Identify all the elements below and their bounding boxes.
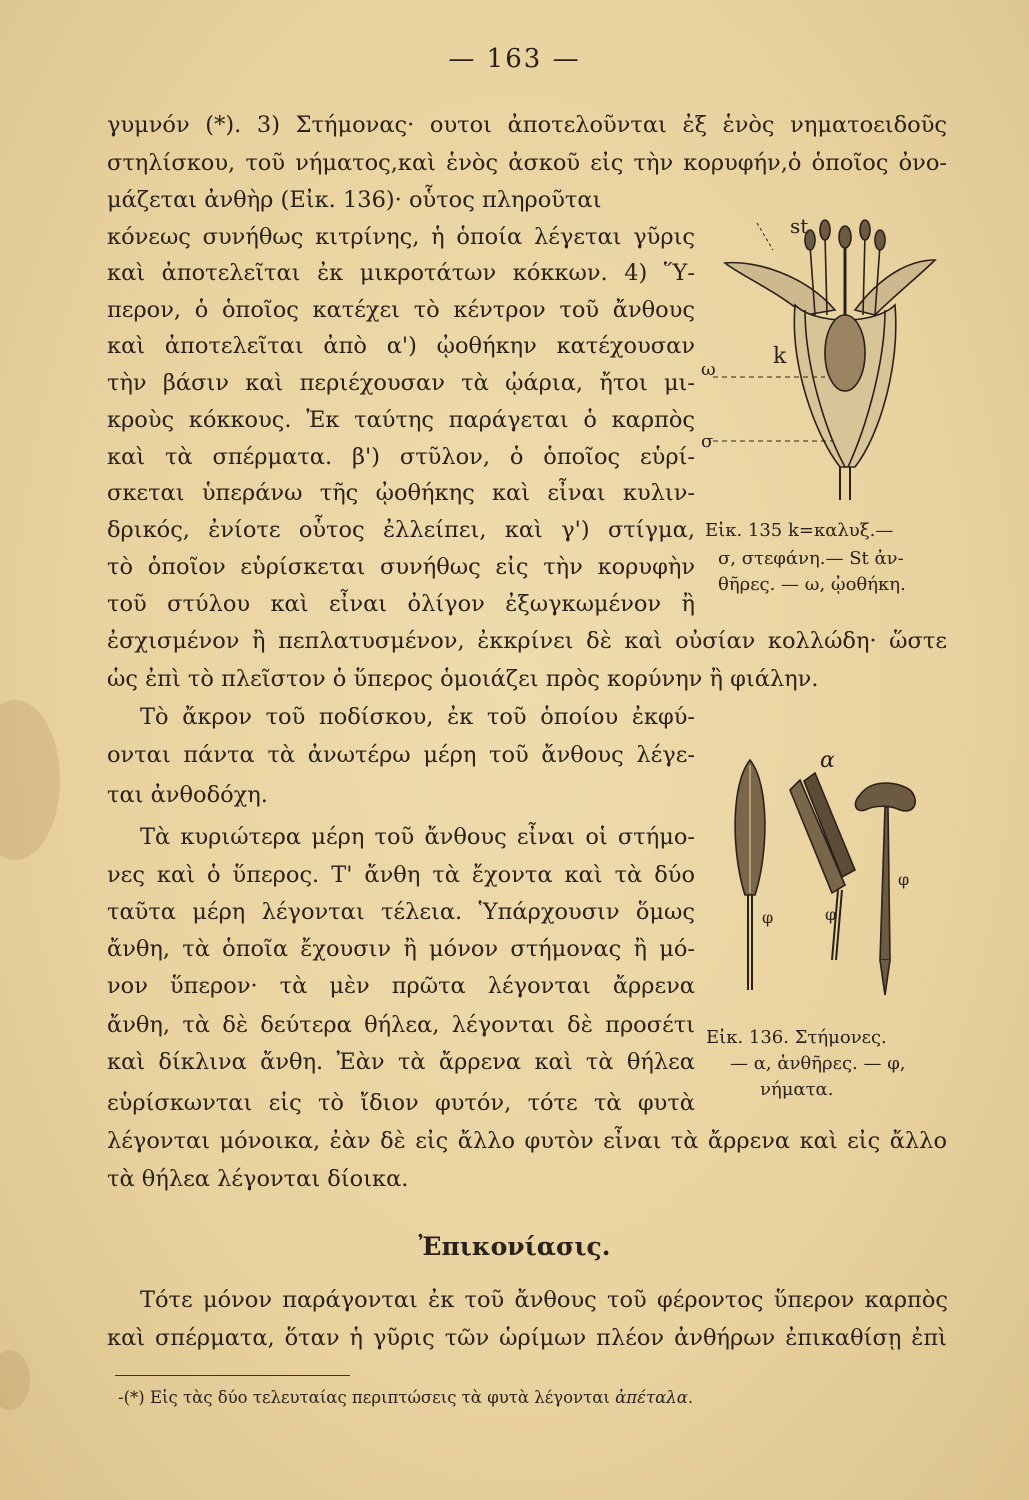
label-omega: ω [701,359,716,380]
text-line: καὶ δίκλινα ἄνθη. Ἐὰν τὰ ἄρρενα καὶ τὰ θήλεα [107,1049,695,1075]
figure-136-stamens [720,745,935,1015]
text-line: μάζεται ἀνθὴρ (Εἰκ. 136)· οὗτος πληροῦται [107,187,602,213]
text-line: δρικός, ἐνίοτε οὗτος ἐλλείπει, καὶ γ') στίγμα, [107,517,695,543]
text-line: τοῦ στύλου καὶ εἶναι ὀλίγον ἐξωγκωμένον ἢ [107,591,695,617]
label-phi-3: φ [898,870,910,889]
text-line: ἐσχισμένον ἢ πεπλατυσμένον, ἐκκρίνει δὲ καὶ οὐσίαν κολλώδη· ὥστε [107,628,947,654]
text-line: καὶ ἀποτελεῖται ἀπὸ α') ᾠοθήκην κατέχουσαν [107,333,695,359]
text-line: νες καὶ ὁ ὕπερος. Τ' ἄνθη τὰ ἔχοντα καὶ τὰ δύο [107,862,695,888]
paper-stain [0,700,60,860]
text-line: εὑρίσκωνται εἰς τὸ ἴδιον φυτόν, τότε τὰ φυτὰ [107,1090,695,1116]
label-phi-1: φ [762,908,774,927]
paper-stain [0,1350,30,1410]
label-phi-2: φ [825,905,837,924]
figure-135-flower-section [695,205,940,505]
text-line: σκεται ὑπεράνω τῆς ᾠοθήκης καὶ εἶναι κυλιν- [107,480,695,506]
text-line: τὸ ὁποῖον εὑρίσκεται συνήθως εἰς τὴν κορυφὴν [107,554,695,580]
text-line: γυμνόν (*). 3) Στήμονας· ουτοι ἀποτελοῦνται ἐξ ἑνὸς νηματοειδοῦς [107,112,947,138]
text-line: κροὺς κόκκους. Ἐκ ταύτης παράγεται ὁ καρπὸς [107,407,695,433]
figure-136-caption-line: — α, ἀνθῆρες. — φ, [730,1053,906,1074]
label-k: k [773,344,787,369]
text-line: Τὸ ἄκρον τοῦ ποδίσκου, ἐκ τοῦ ὁποίου ἐκφύ- [140,704,695,730]
text-line: στηλίσκου, τοῦ νήματος,καὶ ἑνὸς ἀσκοῦ εἰς τὴν κορυφήν,ὁ ὁποῖος ὀνο- [107,150,947,176]
text-line: ἄνθη, τὰ ὁποῖα ἔχουσιν ἢ μόνον στήμονας ἢ μό- [107,936,695,962]
text-line: λέγονται μόνοικα, ἐὰν δὲ εἰς ἄλλο φυτὸν εἶναι τὰ ἄρρενα καὶ εἰς ἄλλο [107,1128,947,1154]
label-alpha: α [820,748,835,773]
footnote-text: -(*) Εἰς τὰς δύο τελευταίας περιπτώσεις τὰ φυτὰ λέγονται [118,1388,610,1407]
page-number: — 163 — [448,44,581,74]
text-line: καὶ τὰ σπέρματα. β') στῦλον, ὁ ὁποῖος εὑρί- [107,444,695,470]
figure-135-caption-line: σ, στεφάνη.— St ἀν- [718,548,904,569]
text-line: καὶ ἀποτελεῖται ἐκ μικροτάτων κόκκων. 4) Ὕ- [107,260,695,286]
text-line: περον, ὁ ὁποῖος κατέχει τὸ κέντρον τοῦ ἄνθους [107,297,695,323]
figure-135-caption-line: θῆρες. — ω, ᾠοθήκη. [718,574,906,595]
label-st: st [790,214,809,238]
text-line: ται ἀνθοδόχη. [107,782,268,808]
text-line: νον ὕπερον· τὰ μὲν πρῶτα λέγονται ἄρρενα [107,973,695,999]
text-line: κόνεως συνήθως κιτρίνης, ἡ ὁποία λέγεται γῦρις [107,224,695,250]
figure-136-caption-line: Εἰκ. 136. Στήμονες. [706,1027,887,1048]
text-line: τὴν βάσιν καὶ περιέχουσαν τὰ ᾠάρια, ἤτοι μι- [107,370,695,396]
text-line: τὰ θήλεα λέγονται δίοικα. [107,1166,409,1192]
footnote-emphasis: ἀπέταλα. [615,1388,694,1407]
text-line: Τότε μόνον παράγονται ἐκ τοῦ ἄνθους τοῦ φέροντος ὕπερον καρπὸς [140,1287,948,1313]
text-line: ὡς ἐπὶ τὸ πλεῖστον ὁ ὕπερος ὁμοιάζει πρὸς κορύνην ἢ φιάλην. [107,666,819,692]
footnote [118,1388,693,1407]
figure-136-caption-line: νήματα. [760,1079,834,1100]
text-line: ονται πάντα τὰ ἀνωτέρω μέρη τοῦ ἄνθους λέγε- [107,742,695,768]
text-line: Τὰ κυριώτερα μέρη τοῦ ἄνθους εἶναι οἱ στήμο- [140,824,695,850]
text-line: ἄνθη, τὰ δὲ δεύτερα θήλεα, λέγονται δὲ προσέτι [107,1012,695,1038]
footnote-rule [115,1375,350,1376]
section-heading: Ἐπικονίασις. [418,1232,611,1261]
text-line: καὶ σπέρματα, ὅταν ἡ γῦρις τῶν ὡρίμων πλέον ἀνθήρων ἐπικαθίσῃ ἐπὶ [107,1325,947,1351]
figure-135-caption-line: Εἰκ. 135 k=καλυξ.— [705,520,894,541]
label-sigma: σ [701,431,714,452]
text-line: ταῦτα μέρη λέγονται τέλεια. Ὑπάρχουσιν ὅμως [107,899,695,925]
